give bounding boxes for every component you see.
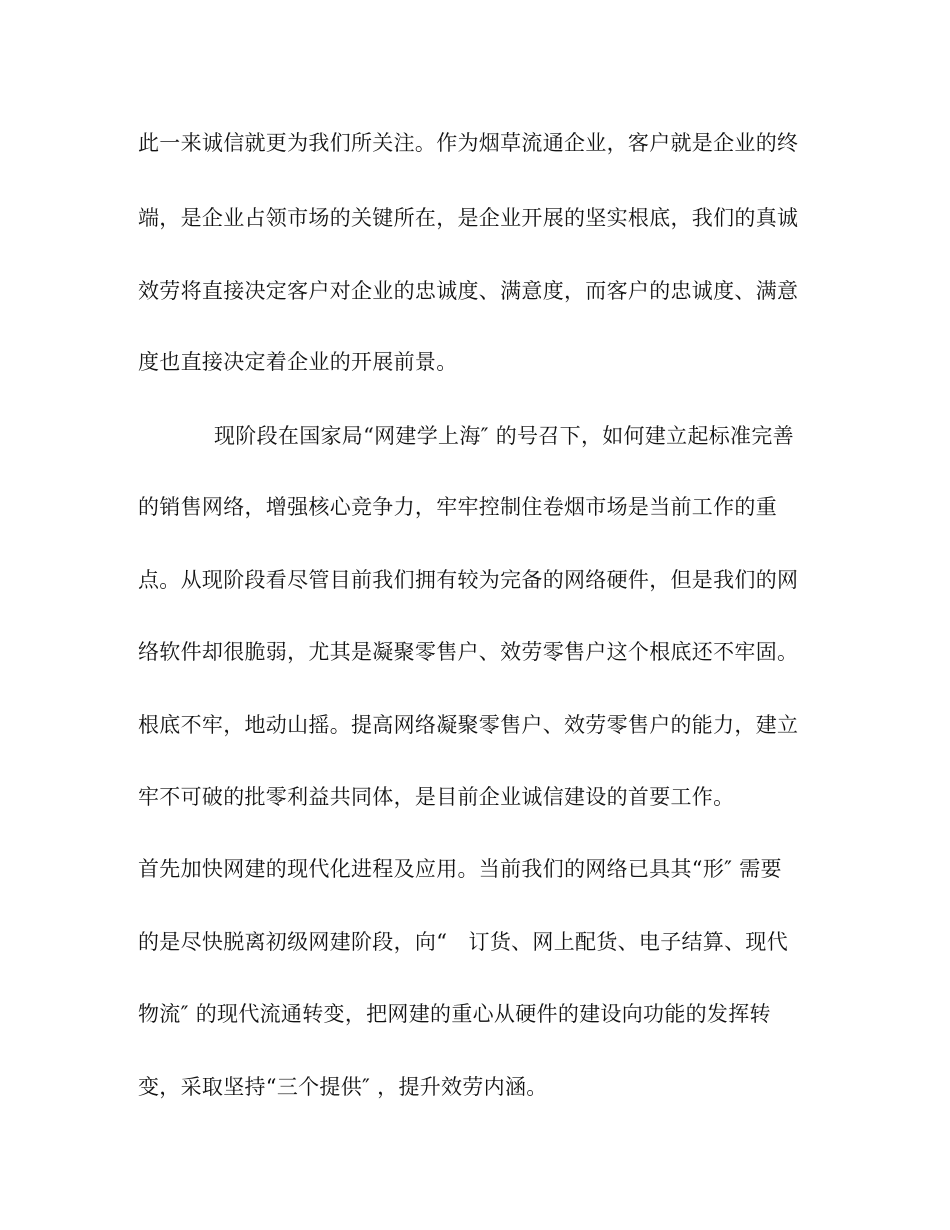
paragraph-line: 变，采取坚持“三个提供″ ，提升效劳内涵。 (138, 1075, 548, 1099)
paragraph-line: 此一来诚信就更为我们所关注。作为烟草流通企业，客户就是企业的终 (138, 131, 799, 155)
paragraph-line: 的是尽快脱离初级网建阶段，向“ 订货、网上配货、电子结算、现代 (138, 930, 789, 954)
paragraph-line: 现阶段在国家局“网建学上海″ 的号召下，如何建立起标准完善 (214, 424, 794, 448)
paragraph-line: 的销售网络，增强核心竞争力，牢牢控制住卷烟市场是当前工作的重 (138, 495, 777, 519)
paragraph-line: 点。从现阶段看尽管目前我们拥有较为完备的网络硬件，但是我们的网 (138, 568, 799, 592)
paragraph-line: 络软件却很脆弱，尤其是凝聚零售户、效劳零售户这个根底还不牢固。 (138, 640, 799, 664)
paragraph-line: 首先加快网建的现代化进程及应用。当前我们的网络已具其“形″ 需要 (138, 857, 782, 881)
paragraph-line: 端，是企业占领市场的关键所在，是企业开展的坚实根底，我们的真诚 (138, 206, 799, 230)
paragraph-line: 效劳将直接决定客户对企业的忠诚度、满意度，而客户的忠诚度、满意 (138, 279, 799, 303)
paragraph-line: 牢不可破的批零利益共同体，是目前企业诚信建设的首要工作。 (138, 785, 735, 809)
paragraph-line: 根底不牢，地动山摇。提高网络凝聚零售户、效劳零售户的能力，建立 (138, 713, 799, 737)
paragraph-line: 物流″ 的现代流通转变，把网建的重心从硬件的建设向功能的发挥转 (138, 1002, 771, 1026)
paragraph-line: 度也直接决定着企业的开展前景。 (138, 350, 458, 374)
